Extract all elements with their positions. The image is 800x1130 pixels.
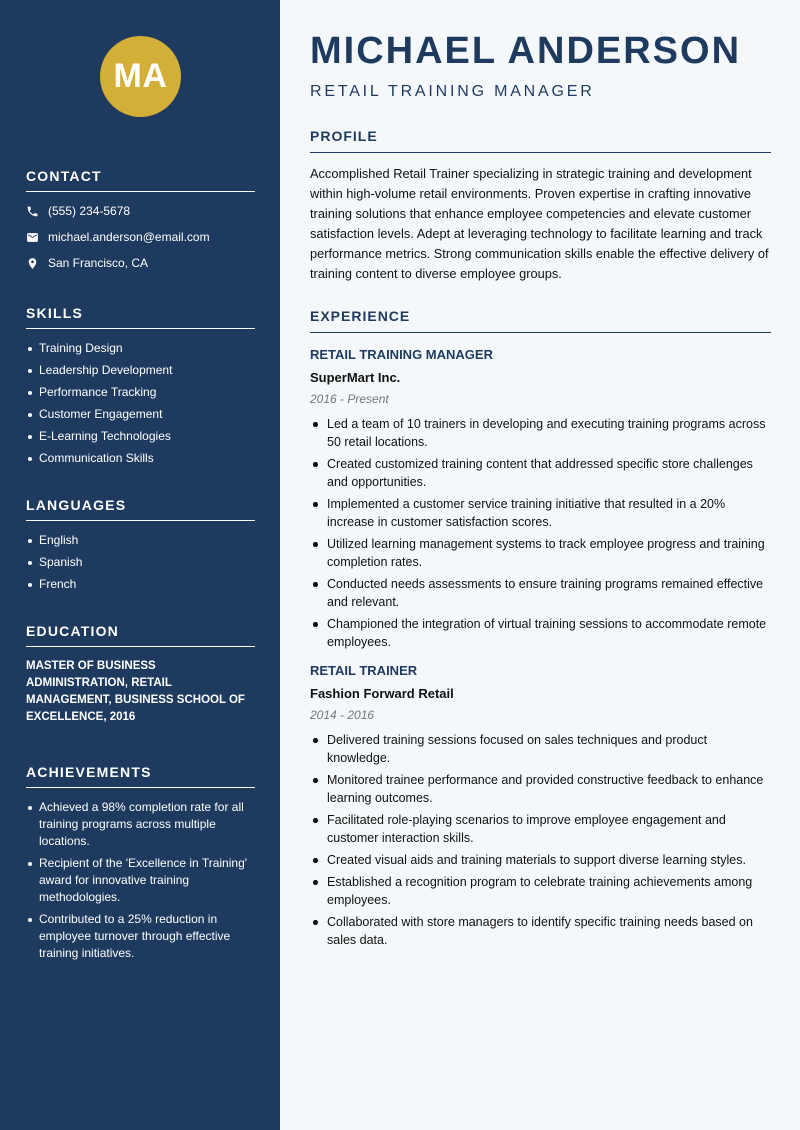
languages-section — [26, 497, 255, 598]
contact-phone — [26, 203, 255, 219]
list-item: Championed the integration of virtual training sessions to accommodate remote employees. — [310, 615, 771, 651]
list-item: Communication Skills — [26, 450, 255, 467]
phone-text: (555) 234-5678 — [48, 204, 131, 218]
list-item: Contributed to a 25% reduction in employee turnover through effective training initiatives. — [26, 911, 255, 962]
phone-icon — [26, 205, 39, 218]
skills-section — [26, 305, 255, 472]
contact-email — [26, 229, 255, 245]
achievements-list — [26, 799, 255, 962]
education-section — [26, 623, 255, 726]
company-name: SuperMart Inc. — [310, 370, 401, 385]
skills-list — [26, 340, 255, 467]
skills-heading: SKILLS — [26, 305, 255, 329]
job-dates: 2016 - Present — [310, 392, 389, 406]
list-item: Monitored trainee performance and provided constructive feedback to enhance learning outcomes. — [310, 771, 771, 807]
avatar-initials: MA — [113, 57, 168, 95]
email-text: michael.anderson@email.com — [48, 230, 210, 244]
company-name: Fashion Forward Retail — [310, 686, 454, 701]
list-item: Leadership Development — [26, 362, 255, 379]
contact-section — [26, 168, 255, 281]
list-item: E-Learning Technologies — [26, 428, 255, 445]
experience-heading: EXPERIENCE — [310, 308, 771, 333]
job-title: RETAIL TRAINING MANAGER — [310, 347, 493, 362]
sidebar — [0, 0, 280, 1130]
list-item: Achieved a 98% completion rate for all training programs across multiple locations. — [26, 799, 255, 850]
page-title: MICHAEL ANDERSON — [310, 30, 742, 72]
location-pin-icon — [26, 257, 39, 270]
education-heading: EDUCATION — [26, 623, 255, 647]
list-item: Established a recognition program to celebrate training achievements among employees. — [310, 873, 771, 909]
education-text: MASTER OF BUSINESS ADMINISTRATION, RETAIL MANAGEMENT, BUSINESS SCHOOL OF EXCELLENCE, 2016 — [26, 660, 245, 723]
profile-heading: PROFILE — [310, 128, 771, 153]
list-item: Performance Tracking — [26, 384, 255, 401]
list-item: English — [26, 532, 255, 549]
experience-section — [310, 308, 771, 953]
list-item: French — [26, 576, 255, 593]
achievements-heading: ACHIEVEMENTS — [26, 764, 255, 788]
list-item: Recipient of the 'Excellence in Training' award for innovative training methodologies. — [26, 855, 255, 906]
list-item: Utilized learning management systems to track employee progress and training completion rates. — [310, 535, 771, 571]
list-item: Collaborated with store managers to identify specific training needs based on sales data. — [310, 913, 771, 949]
job-bullets — [310, 415, 771, 651]
list-item: Created visual aids and training materials to support diverse learning styles. — [310, 851, 771, 869]
list-item: Implemented a customer service training initiative that resulted in a 20% increase in customer satisfaction scores. — [310, 495, 771, 531]
main-content — [280, 0, 800, 1130]
profile-section — [310, 128, 771, 284]
job-dates: 2014 - 2016 — [310, 708, 375, 722]
list-item: Conducted needs assessments to ensure training programs remained effective and relevant. — [310, 575, 771, 611]
job-role: RETAIL TRAINING MANAGER — [310, 83, 595, 100]
profile-text: Accomplished Retail Trainer specializing in strategic training and development within high-volume retail environments. Proven expertise in crafting innovative training solutions that enhance employee competencies and elevate customer satisfaction levels. Adept at leveraging technology to facilitate learning and track performance metrics. Strong communication skills enable the effective delivery of training content to diverse employee groups. — [310, 166, 769, 281]
list-item: Facilitated role-playing scenarios to improve employee engagement and customer interaction skills. — [310, 811, 771, 847]
list-item: Customer Engagement — [26, 406, 255, 423]
location-text: San Francisco, CA — [48, 256, 149, 270]
job-entry — [310, 347, 771, 651]
mail-icon — [26, 231, 39, 244]
contact-location — [26, 255, 255, 271]
contact-heading: CONTACT — [26, 168, 255, 192]
avatar — [100, 36, 181, 117]
job-bullets — [310, 731, 771, 949]
list-item: Training Design — [26, 340, 255, 357]
list-item: Created customized training content that addressed specific store challenges and opportunities. — [310, 455, 771, 491]
languages-list — [26, 532, 255, 593]
job-entry — [310, 663, 771, 949]
job-title: RETAIL TRAINER — [310, 663, 418, 678]
list-item: Delivered training sessions focused on sales techniques and product knowledge. — [310, 731, 771, 767]
achievements-section — [26, 764, 255, 967]
list-item: Led a team of 10 trainers in developing and executing training programs across 50 retail locations. — [310, 415, 771, 451]
list-item: Spanish — [26, 554, 255, 571]
languages-heading: LANGUAGES — [26, 497, 255, 521]
